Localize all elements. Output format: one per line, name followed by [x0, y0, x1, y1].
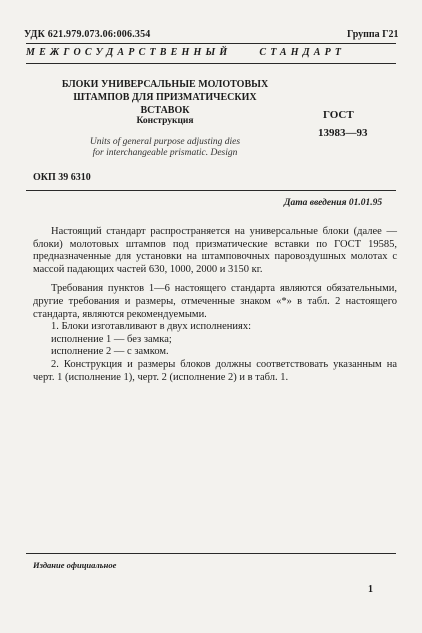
paragraph-scope: Настоящий стандарт распространяется на универсальные блоки (далее — блоки) молотовых штампов под призматические вставки по ГОСТ 19585, предназначенные для установки на штамповочных паровоздушных молотах с массой падающих частей 630, 1000, 2000 и 3150 кг. — [33, 226, 397, 275]
title-line-1: БЛОКИ УНИВЕРСАЛЬНЫЕ МОЛОТОВЫХ — [61, 79, 269, 90]
paragraph-variant-1: исполнение 1 — без замка; — [51, 333, 172, 345]
document-title — [60, 78, 270, 117]
english-title — [60, 137, 270, 159]
paragraph-variant-2: исполнение 2 — с замком. — [51, 346, 169, 358]
document-subtitle: Конструкция — [136, 116, 194, 126]
okp-code: ОКП 39 6310 — [33, 172, 91, 183]
page-number: 1 — [368, 584, 373, 595]
paragraph-item-2: 2. Конструкция и размеры блоков должны соответствовать указанным на черт. 1 (исполнение 1), черт. 2 (исполнение 2) и в табл. 1. — [33, 358, 397, 383]
effective-date: Дата введения 01.01.95 — [284, 198, 383, 208]
paragraph-item-1: 1. Блоки изготавливают в двух исполнениях: — [51, 321, 252, 333]
gost-label: ГОСТ — [323, 109, 354, 121]
banner-divider — [26, 63, 396, 64]
footer-divider — [26, 553, 396, 554]
top-divider — [26, 43, 396, 44]
title-line-2: ШТАМПОВ ДЛЯ ПРИЗМАТИЧЕСКИХ ВСТАВОК — [73, 92, 257, 116]
paragraph-requirements: Требования пунктов 1—6 настоящего стандарта являются обязательными, другие требования и размеры, отмеченные знаком «*» в табл. 2 настоящего стандарта, являются рекомендуемыми. — [33, 283, 397, 320]
okp-divider — [26, 190, 396, 191]
english-title-line-2: for interchangeable prismatic. Design — [92, 148, 238, 158]
document-body — [33, 226, 397, 384]
gost-number: 13983—93 — [318, 127, 368, 139]
standard-banner — [26, 47, 396, 58]
udk-code: УДК 621.979.073.06:006.354 — [24, 29, 151, 40]
banner-word-interstate: МЕЖГОСУДАРСТВЕННЫЙ — [26, 47, 232, 58]
english-title-line-1: Units of general purpose adjusting dies — [89, 137, 241, 147]
banner-word-standard: СТАНДАРТ — [259, 47, 346, 58]
official-edition: Издание официальное — [33, 560, 117, 570]
group-code: Группа Г21 — [347, 29, 399, 40]
